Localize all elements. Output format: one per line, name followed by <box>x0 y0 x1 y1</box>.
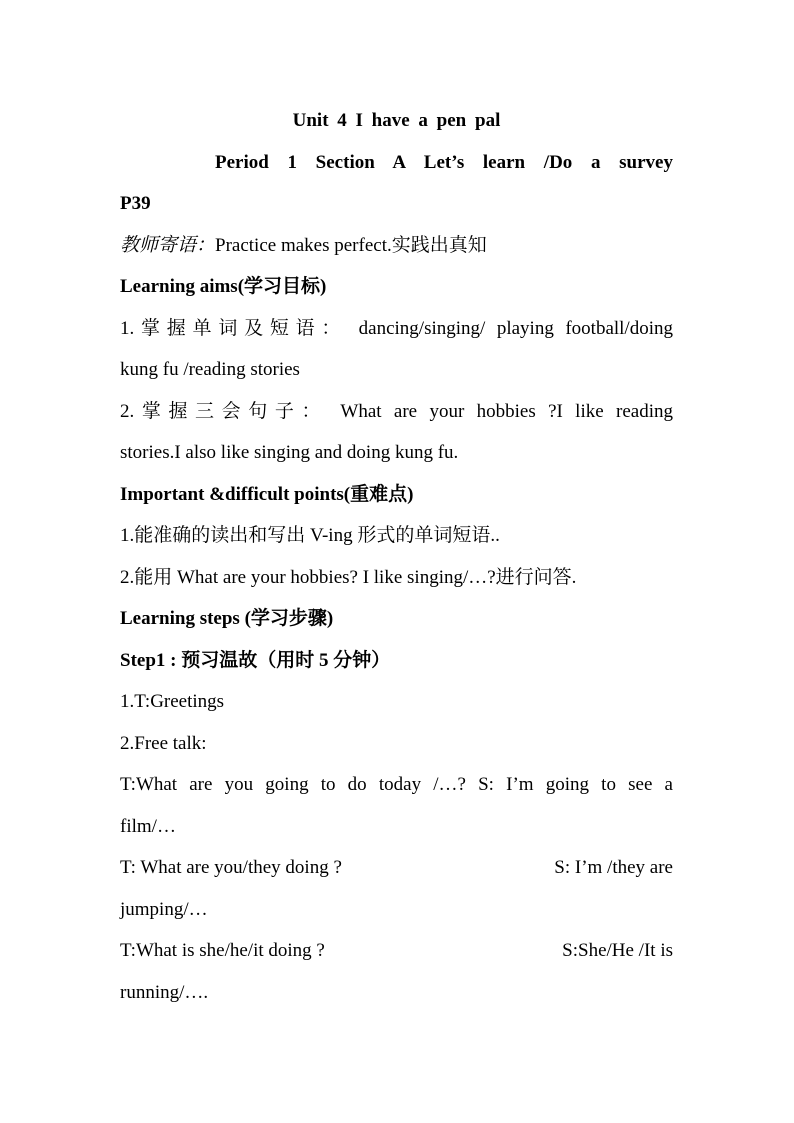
dialog-1-line-2: film/… <box>120 815 176 837</box>
points-heading: Important &difficult points(重难点) <box>120 483 414 505</box>
aim-2-line-2: stories.I also like singing and doing kung fu. <box>120 442 459 463</box>
steps-heading: Learning steps (学习步骤) <box>120 608 334 629</box>
aim-1-line-1: 1.掌握单词及短语： dancing/singing/ playing football/doing <box>120 317 673 339</box>
step-item-1: 1.T:Greetings <box>120 691 225 712</box>
motto-text: Practice makes perfect.实践出真知 <box>215 234 487 256</box>
page-reference: P39 <box>120 193 151 214</box>
document-subtitle: Period 1 Section A Let’s learn /Do a survey <box>215 151 673 173</box>
point-2: 2.能用 What are your hobbies? I like singing/…?进行问答. <box>120 566 577 588</box>
step-item-2: 2.Free talk: <box>120 732 207 754</box>
aims-heading: Learning aims(学习目标) <box>120 276 327 297</box>
dialog-3-question: T:What is she/he/it doing ? <box>120 940 325 961</box>
document-page <box>120 100 673 1013</box>
aim-2-line-1: 2.掌握三会句子： What are your hobbies ?I like reading <box>120 400 673 422</box>
document-title: Unit 4 I have a pen pal <box>292 110 501 131</box>
dialog-2-question: T: What are you/they doing ? <box>120 857 342 878</box>
dialog-3-answer: S:She/He /It is <box>562 940 673 961</box>
dialog-2-line-1 <box>120 847 673 889</box>
dialog-2-line-2: jumping/… <box>120 898 208 920</box>
dialog-3-line-2: running/…. <box>120 981 209 1003</box>
step-1-heading: Step1 : 预习温故（用时 5 分钟） <box>120 649 391 671</box>
point-1: 1.能准确的读出和写出 V-ing 形式的单词短语.. <box>120 525 500 546</box>
teacher-motto <box>120 225 673 267</box>
aim-1-line-2: kung fu /reading stories <box>120 359 300 380</box>
dialog-3-line-1 <box>120 930 673 972</box>
motto-label: 教师寄语： <box>120 234 216 256</box>
dialog-1-line-1: T:What are you going to do today /…? S: I’m going to see a <box>120 774 673 795</box>
dialog-2-answer: S: I’m /they are <box>554 857 673 878</box>
